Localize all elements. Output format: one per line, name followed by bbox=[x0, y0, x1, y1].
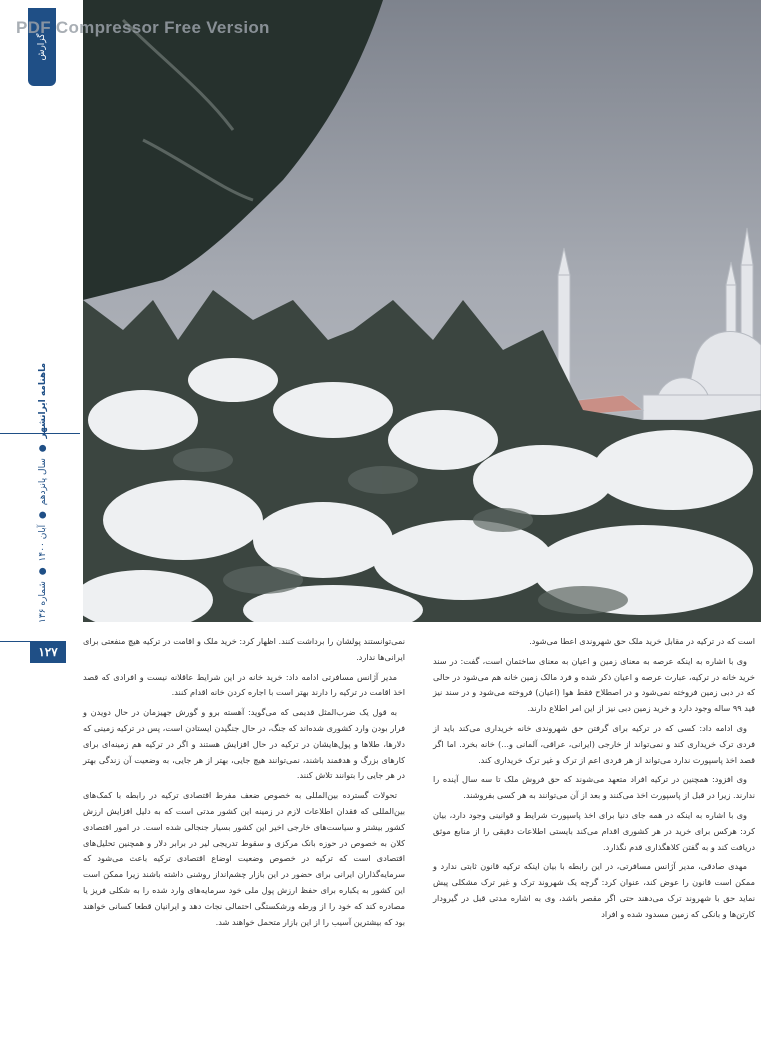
article-body bbox=[83, 634, 755, 954]
paragraph: مدیر آژانس مسافرتی ادامه داد: خرید خانه در این شرایط عاقلانه نیست و افرادی که قصد اخذ اقامت در ترکیه را دارند بهتر است با اجاره کردن خانه اقدام کنند. bbox=[83, 671, 405, 698]
magazine-name: ماهنامه ایرانشهر bbox=[38, 362, 48, 439]
pdf-watermark: PDF Compressor Free Version bbox=[16, 18, 270, 37]
separator-dot: ● bbox=[38, 511, 48, 520]
article-column-left bbox=[83, 634, 405, 934]
paragraph: وی ادامه داد: کسی که در ترکیه برای گرفتن حق شهروندی خانه خریداری می‌کند باید از فردی ترک خریداری کند و نمی‌تواند از خارجی (ایرانی، عراقی، آلمانی و...) خانه بخرد. اما اگر قصد اخذ پاسپورت ندارد می‌تواند از هر فردی اعم از ترک و غیر ترک خریداری کند. bbox=[433, 722, 755, 765]
article-photo bbox=[83, 0, 761, 622]
paragraph: وی با اشاره به اینکه در همه جای دنیا برای اخذ پاسپورت شرایط و قوانینی وجود دارد، بیان کرد: هرکس برای خرید در هر کشوری اقدام می‌کند بایستی اطلاعات دقیقی را از منابع موثق دریافت کند و به گفتن کلاهگذاری قدم نگذارد. bbox=[433, 809, 755, 852]
separator-dot: ● bbox=[38, 567, 48, 576]
article-column-right bbox=[433, 634, 755, 927]
issue-number: شماره ۱۳۶ bbox=[38, 581, 48, 623]
section-tab-label: گزارش bbox=[37, 33, 47, 61]
snow-landscape-image bbox=[83, 0, 761, 622]
paragraph: به قول یک ضرب‌المثل قدیمی که می‌گوید: آهسته برو و گورش جهیزمان در حال دویدن و فرار بودن وارد کشوری شده‌اند که جنگ، در حال جنگیدن ایستادن است، پس در ترکیه زمینی که دلارها، طلاها و پول‌هایشان در ترکیه در حال افزایش هستند و اگر در ترکیه هم زمینه‌ای برای کارهای بزرگ و هدفمند باشند، نمی‌توانند هیچ جایی، بهتر از هر جایی، به وضعیت آن زندگی بهتر در هر جایی را بتوانند تلاش کنند. bbox=[83, 707, 405, 781]
paragraph: است که در ترکیه در مقابل خرید ملک حق شهروندی اعطا می‌شود. bbox=[529, 636, 755, 646]
paragraph: مهدی صادقی، مدیر آژانس مسافرتی، در این رابطه با بیان اینکه ترکیه قانون ثابتی ندارد و ممکن است قانون را عوض کند، عنوان کرد: گرچه یک شهروند ترک و غیر ترک مشکلی پیش نماید حق با شهروند ترک می‌دهند حتی اگر مقصر باشد، وی به اشاره مدتی قبل در گیرودار کارتن‌ها و بانکی که زمین مسدود شده و افراد bbox=[433, 861, 755, 919]
volume-year: سال پانزدهم bbox=[38, 458, 48, 506]
page-number: ۱۲۷ bbox=[30, 641, 66, 663]
separator-dot: ● bbox=[38, 444, 48, 453]
page-number-line bbox=[0, 641, 30, 642]
paragraph: نمی‌توانستند پولشان را برداشت کنند. اظهار کرد: خرید ملک و اقامت در ترکیه هیچ منفعتی برای ایرانی‌ها ندارد. bbox=[83, 636, 405, 662]
paragraph: تحولات گسترده بین‌المللی به خصوص ضعف مفرط اقتصادی ترکیه در رابطه با کمک‌های بین‌المللی که فقدان اطلاعات لازم در زمینه این کشور مدتی است که به دلیل افزایش ارزش کشور بیشتر و سیاست‌های خارجی اخیر این کشور بسیار جنجالی شده است. در امور اقتصادی کلان به خصوص در حوزه بانک مرکزی و سقوط تدریجی لیر در برابر دلار و همچنین تحلیل‌های اقتصادی است که ترکیه در خصوص وضعیت اوضاع اقتصادی ترکیه باعث می‌شود که سرمایه‌گذاران ایرانی برای حضور در این بازار چشم‌انداز روشنی داشته باشند زیرا ممکن است این کشور به یکباره برای حفظ ارزش پول ملی خود سرمایه‌های وارد شده را به شکلی فریز یا مصادره کند که خود را از ورطه ورشکستگی احتمالی نجات دهد و ایرانیان قطعا کسانی خواهند بود که بیشترین آسیب را از این بازار متحمل خواهند شد. bbox=[83, 790, 405, 927]
paragraph: وی افزود: همچنین در ترکیه افراد متعهد می‌شوند که حق فروش ملک تا سه سال آینده را ندارند. زیرا در قبل از پاسپورت اخذ می‌کنند و بعد از آن می‌توانند به هر کسی بفروشند. bbox=[433, 774, 755, 801]
paragraph: وی با اشاره به اینکه عرصه به معنای زمین و اعیان به معنای ساختمان است، گفت: در سند خرید خانه در ترکیه، عبارت عرصه و اعیان ذکر شده و فرد مالک زمین خانه هم می‌شود در حالی که در دبی زمین فروخته نمی‌شود و در اصطلاح فقط هوا (اعیان) فروخته می‌شود و در سند نیز قید ۹۹ ساله وجود دارد و خرید زمین دبی نیز از این امر اطلاع دارند. bbox=[433, 655, 755, 714]
issue-month: آبان ۱۴۰۰ bbox=[38, 524, 48, 562]
